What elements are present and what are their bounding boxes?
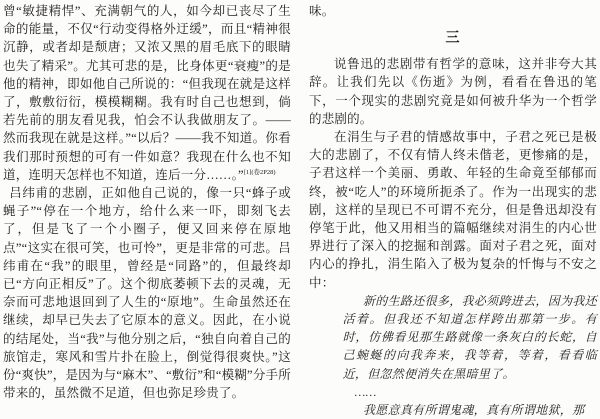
citation-ref: [1](卷2P28): [243, 168, 276, 176]
quote-paragraph: 新的生路还很多，我必须跨进去，因为我还活着。但我还不知道怎样跨出那第一步。有时，仿佛看见那生路就像一条灰白的长蛇，自己蜿蜒的向我奔来，我等着，等着，看看临近，但忽然便消失在黑暗里了。: [342, 293, 597, 381]
paragraph-continuation: 味。: [309, 4, 335, 18]
paragraph: 吕纬甫的悲剧，正如他自己说的，像一只“蜂子或蝇子”“停在一个地方，给什么来一吓，即刻飞去了，但是飞了一个小圈子，便又回来停在原地点”“这实在很可笑，也可怜”，更是非常的可悲。吕纬甫在“我”的眼里，曾经是“同路”的，但最终却已“方向正相反”了。这个彻底萎顿下去的灵魂，无奈而可悲地退回到了人生的“原地”。生命虽然还在继续，却早已失去了它原本的意义。因此，在小说的结尾处，当“我”与他分别之后，“独自向着自己的旅馆走，寒风和雪片扑在脸上，倒觉得很爽快。”这份“爽快”，是因为与“麻木”、“敷衍”和“模糊”分手所带来的，虽然微不足道，但也弥足珍贵了。: [3, 186, 291, 401]
quote-ellipsis: ……: [354, 384, 377, 399]
paragraph: 在涓生与子君的情感故事中，子君之死已是极大的悲剧了，不仅有情人终未偕老，更惨痛的是，子君这样一个美丽、勇敢、年轻的生命竟至郁郁而终，被“吃人”的环境所扼杀了。作为一出现实的悲剧，这样的呈现已不可谓不充分，但是鲁迅却没有停笔于此，他又用相当的篇幅继续对涓生的内心世界进行了深入的挖掘和剖露。面对子君之死，面对内心的挣扎，涓生陷入了极为复杂的忏悔与不安之中：: [309, 130, 597, 290]
right-column: [309, 2, 597, 418]
paragraph-text: 曾“敏捷精悍”、充满朝气的人，如今却已丧尽了生命的能量，不仅“行动变得格外迂缓”，而且“精神很沉静，或者却是颓唐；又浓又黑的眉毛底下的眼睛也失了精采”。尤其可悲的是，比身体更“衰瘦”的是他的精神，即如他自己所说的：“但我现在就是这样了，敷敷衍衍，模模糊糊。我有时自己也想到，倘若先前的朋友看见我，怕会不认我做朋友了。——然而我现在就是这样。”“以后？——我不知道。你看我们那时预想的可有一件如意？我现在什么也不知道，连明天怎样也不知道，连后一分……。”: [3, 4, 291, 182]
paragraph-continuation: [3, 2, 291, 184]
paragraph: 说鲁迅的悲剧带有哲学的意味，这并非夸大其辞。让我们先以《伤逝》为例，看看在鲁迅的笔下，一个现实的悲剧究竟是如何被升华为一个哲学的悲剧的。: [309, 57, 597, 126]
section-heading: 三: [445, 31, 461, 47]
left-column: [3, 2, 291, 400]
quote-paragraph: 我愿意真有所谓鬼魂，真有所谓地狱，那: [362, 403, 585, 418]
